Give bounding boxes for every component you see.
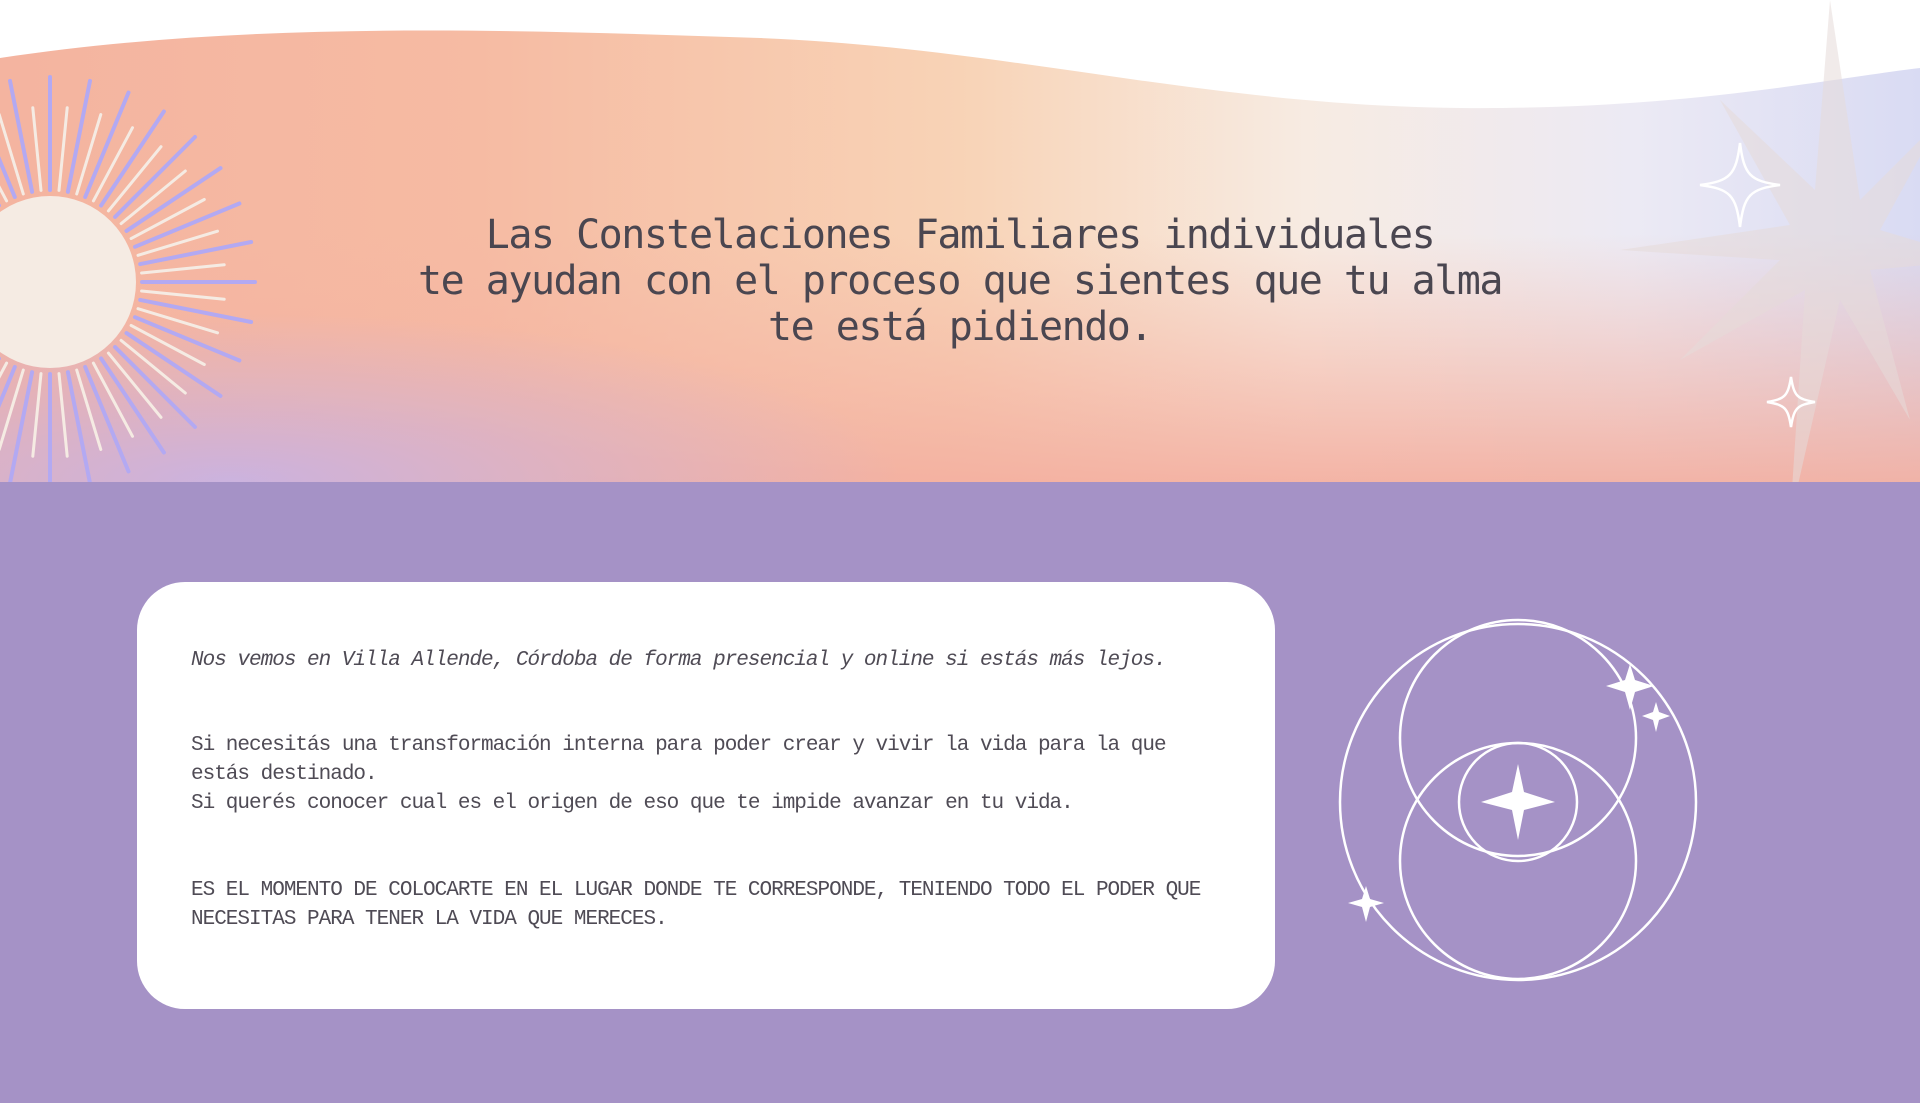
sun-ray xyxy=(140,300,251,322)
sparkle-icon xyxy=(1698,140,1782,230)
sun-ray xyxy=(127,333,221,396)
hero-line-2: te ayudan con el proceso que sientes que tu alma xyxy=(418,258,1502,304)
sun-ray xyxy=(68,372,90,482)
sparkle-icon xyxy=(1765,375,1817,429)
sun-ray xyxy=(142,291,225,299)
sun-ray xyxy=(10,372,32,482)
constellation-emblem-icon xyxy=(1330,612,1720,992)
transformation-text xyxy=(191,731,1225,818)
sun-ray xyxy=(59,108,67,191)
sun-ray xyxy=(101,359,164,453)
sun-ray xyxy=(33,108,41,191)
sun-ray xyxy=(127,168,221,231)
transformation-line-1: Si necesitás una transformación interna para poder crear y vivir la vida para la que xyxy=(191,734,1166,757)
sun-ray xyxy=(101,112,164,206)
large-star-icon xyxy=(1560,0,1920,482)
info-card xyxy=(137,582,1275,1009)
sun-ray xyxy=(115,347,195,427)
sun-ray xyxy=(142,265,225,273)
sun-ray xyxy=(10,81,32,192)
hero-banner xyxy=(0,0,1920,482)
hero-line-1: Las Constelaciones Familiares individuales xyxy=(485,212,1435,258)
transformation-line-2: estás destinado. xyxy=(191,763,377,786)
location-text: Nos vemos en Villa Allende, Córdoba de forma presencial y online si estás más lejos. xyxy=(191,649,1166,672)
hero-line-3: te está pidiendo. xyxy=(768,304,1152,350)
sun-ray xyxy=(140,242,251,264)
call-to-action-text: ES EL MOMENTO DE COLOCARTE EN EL LUGAR DONDE TE CORRESPONDE, TENIENDO TODO EL PODER QUE NECESITAS PARA TENER LA VIDA QUE MERECES. xyxy=(191,879,1201,931)
sun-burst-icon xyxy=(0,72,260,482)
sun-ray xyxy=(33,374,41,457)
sun-ray xyxy=(68,81,90,192)
sun-ray xyxy=(59,374,67,457)
hero-headline xyxy=(360,212,1560,350)
transformation-line-3: Si querés conocer cual es el origen de eso que te impide avanzar en tu vida. xyxy=(191,792,1073,815)
sun-ray xyxy=(115,137,195,217)
